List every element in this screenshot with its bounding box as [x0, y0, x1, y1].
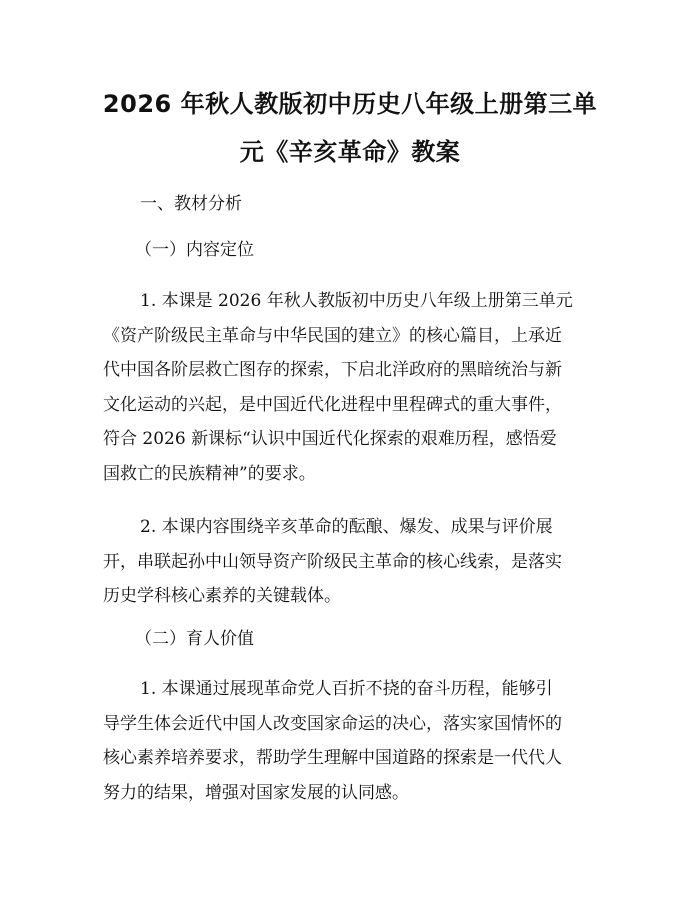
paragraph-line: 《资产阶级民主革命与中华民国的建立》的核心篇目，上承近	[103, 325, 562, 346]
subsection-heading-educational-value: （二）育人价值	[135, 629, 254, 649]
paragraph-line: 核心素养培养要求，帮助学生理解中国道路的探索是一代代人	[103, 748, 562, 768]
paragraph-line: 符合 2026 新课标“认识中国近代化探索的艰难历程，感悟爱	[103, 429, 557, 449]
paragraph-line: 2. 本课内容围绕辛亥革命的酝酿、爆发、成果与评价展	[140, 517, 553, 537]
section-heading-textbook-analysis: 一、教材分析	[140, 194, 242, 214]
paragraph-line: 代中国各阶层救亡图存的探索，下启北洋政府的黑暗统治与新	[103, 360, 562, 380]
paragraph-line: 1. 本课通过展现革命党人百折不挠的奋斗历程，能够引	[140, 679, 553, 699]
paragraph-line: 1. 本课是 2026 年秋人教版初中历史八年级上册第三单元	[140, 291, 573, 311]
document-title-line-1: 2026 年秋人教版初中历史八年级上册第三单	[102, 90, 598, 118]
paragraph-content-positioning-1	[103, 284, 623, 491]
paragraph-line: 历史学科核心素养的关键载体。	[103, 586, 341, 606]
paragraph-line: 文化运动的兴起，是中国近代化进程中里程碑式的重大事件，	[103, 394, 562, 415]
paragraph-line: 导学生体会近代中国人改变国家命运的决心，落实家国情怀的	[103, 713, 562, 734]
paragraph-line: 国救亡的民族精神”的要求。	[103, 463, 316, 484]
paragraph-educational-value-1	[103, 672, 623, 810]
document-title-line-2: 元《辛亥革命》教案	[239, 138, 461, 166]
subsection-heading-content-positioning: （一）内容定位	[135, 240, 254, 260]
paragraph-line: 努力的结果，增强对国家发展的认同感。	[103, 782, 409, 803]
paragraph-line: 开，串联起孙中山领导资产阶级民主革命的核心线索，是落实	[103, 551, 562, 572]
paragraph-content-positioning-2	[103, 510, 623, 614]
